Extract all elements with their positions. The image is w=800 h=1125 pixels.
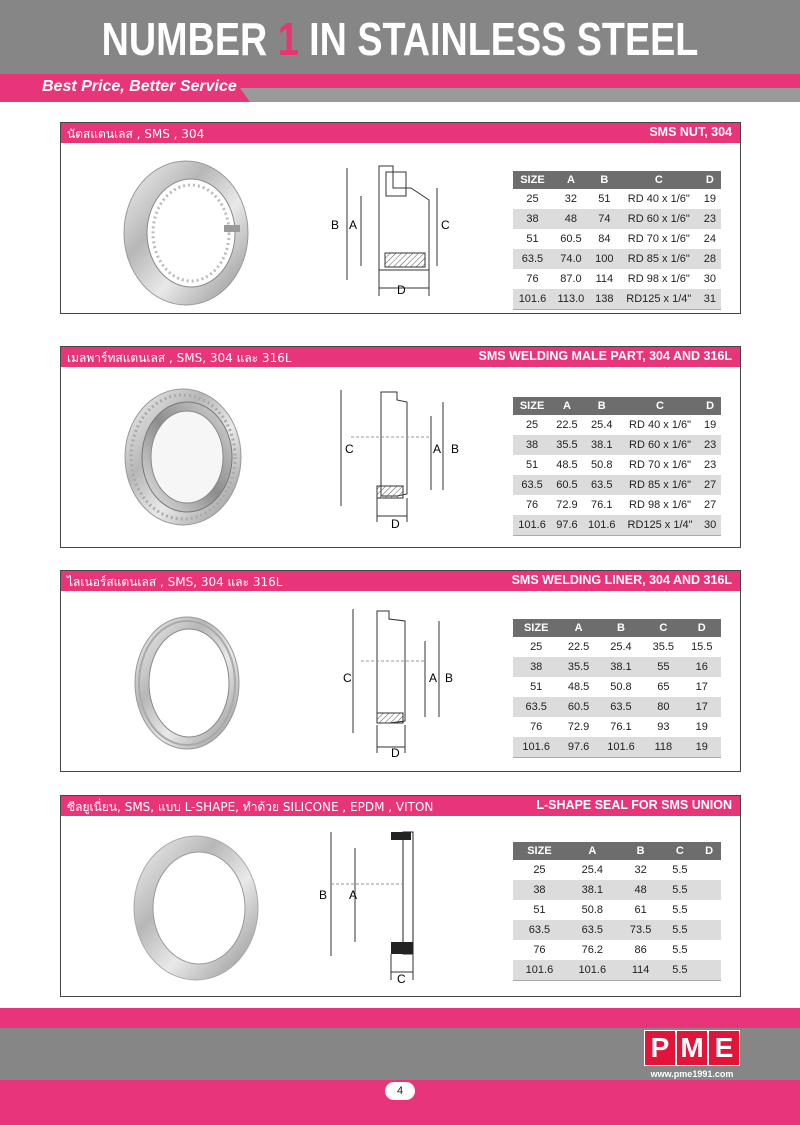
spec-table <box>513 171 721 310</box>
dim-label-c: C <box>343 671 352 685</box>
table-row: 38 38.1 48 5.5 <box>513 880 721 900</box>
table-row: 101.6 97.6 101.6 118 19 <box>513 737 721 758</box>
dim-label-a: A <box>433 442 442 456</box>
section-thai-title: เมลพาร์ทสแตนเลส , SMS, 304 และ 316L <box>67 351 292 365</box>
table-row: 76 72.9 76.1 RD 98 x 1/6" 27 <box>513 495 721 515</box>
dim-label-a: A <box>429 671 438 685</box>
footer-pink-band <box>0 1008 800 1030</box>
table-row: 63.5 63.5 73.5 5.5 <box>513 920 721 940</box>
section-sms-nut <box>60 122 741 314</box>
spec-table <box>513 397 721 536</box>
table-row: 25 22.5 25.4 35.5 15.5 <box>513 637 721 657</box>
male-part-drawing <box>331 382 471 542</box>
dim-label-d: D <box>391 746 400 760</box>
table-row: 51 48.5 50.8 65 17 <box>513 677 721 697</box>
dim-label-c: C <box>397 972 406 986</box>
table-row: 51 48.5 50.8 RD 70 x 1/6" 23 <box>513 455 721 475</box>
table-row: 25 22.5 25.4 RD 40 x 1/6" 19 <box>513 415 721 435</box>
table-row: 51 50.8 61 5.5 <box>513 900 721 920</box>
table-row: 76 76.2 86 5.5 <box>513 940 721 960</box>
section-sms-welding-male-part <box>60 346 741 548</box>
section-english-title: SMS NUT, 304 <box>649 125 732 139</box>
table-header-row: SIZE A B C D <box>513 619 721 637</box>
page-title: NUMBER 1 IN STAINLESS STEEL <box>101 13 699 65</box>
section-english-title: L-SHAPE SEAL FOR SMS UNION <box>536 798 732 812</box>
dim-label-c: C <box>345 442 354 456</box>
liner-photo <box>117 603 257 763</box>
dim-label-d: D <box>397 283 406 297</box>
pme-logo <box>644 1030 740 1068</box>
dim-label-a: A <box>349 888 358 902</box>
dim-label-b: B <box>445 671 454 685</box>
table-row: 101.6 97.6 101.6 RD125 x 1/4" 30 <box>513 515 721 536</box>
section-title-bar <box>61 123 740 143</box>
page-number: 4 <box>385 1082 415 1100</box>
section-thai-title: ไลเนอร์สแตนเลส , SMS, 304 และ 316L <box>67 575 283 589</box>
section-title-bar <box>61 571 740 591</box>
table-row: 25 25.4 32 5.5 <box>513 860 721 880</box>
dim-label-d: D <box>391 517 400 531</box>
spec-table <box>513 619 721 758</box>
logo-letter: M <box>676 1030 708 1066</box>
table-header-row: SIZE A B C D <box>513 842 721 860</box>
dim-label-a: A <box>349 218 358 232</box>
table-row: 38 35.5 38.1 RD 60 x 1/6" 23 <box>513 435 721 455</box>
section-thai-title: นัตสแตนเลส , SMS , 304 <box>67 127 205 141</box>
website-url: www.pme1991.com <box>650 1069 734 1079</box>
table-row: 25 32 51 RD 40 x 1/6" 19 <box>513 189 721 209</box>
male-part-photo <box>113 377 253 537</box>
logo-letter: P <box>644 1030 676 1066</box>
section-l-shape-seal <box>60 795 741 997</box>
table-row: 76 87.0 114 RD 98 x 1/6" 30 <box>513 269 721 289</box>
spec-table <box>513 842 721 981</box>
dim-label-b: B <box>451 442 460 456</box>
header-gray-band <box>240 88 800 102</box>
table-row: 101.6 113.0 138 RD125 x 1/4" 31 <box>513 289 721 310</box>
table-row: 38 48 74 RD 60 x 1/6" 23 <box>513 209 721 229</box>
dim-label-b: B <box>319 888 328 902</box>
table-header-row: SIZE A B C D <box>513 397 721 415</box>
section-title-bar <box>61 796 740 816</box>
table-row: 63.5 60.5 63.5 RD 85 x 1/6" 27 <box>513 475 721 495</box>
table-row: 76 72.9 76.1 93 19 <box>513 717 721 737</box>
section-sms-welding-liner <box>60 570 741 772</box>
sms-nut-photo <box>111 153 261 313</box>
liner-drawing <box>331 601 471 771</box>
table-row: 101.6 101.6 114 5.5 <box>513 960 721 981</box>
section-thai-title: ซีลยูเนี่ยน, SMS, แบบ L-SHAPE, ทำด้วย SILICONE , EPDM , VITON <box>67 800 434 814</box>
dim-label-b: B <box>331 218 340 232</box>
dim-label-c: C <box>441 218 450 232</box>
seal-photo <box>121 828 271 988</box>
title-number: 1 <box>277 13 299 65</box>
table-row: 63.5 60.5 63.5 80 17 <box>513 697 721 717</box>
table-row: 51 60.5 84 RD 70 x 1/6" 24 <box>513 229 721 249</box>
sms-nut-drawing <box>321 158 461 308</box>
table-row: 63.5 74.0 100 RD 85 x 1/6" 28 <box>513 249 721 269</box>
logo-letter: E <box>708 1030 740 1066</box>
table-header-row: SIZE A B C D <box>513 171 721 189</box>
section-english-title: SMS WELDING LINER, 304 AND 316L <box>511 573 732 587</box>
seal-drawing <box>311 824 451 994</box>
table-row: 38 35.5 38.1 55 16 <box>513 657 721 677</box>
slogan: Best Price, Better Service <box>42 78 237 95</box>
section-title-bar <box>61 347 740 367</box>
section-english-title: SMS WELDING MALE PART, 304 AND 316L <box>478 349 732 363</box>
